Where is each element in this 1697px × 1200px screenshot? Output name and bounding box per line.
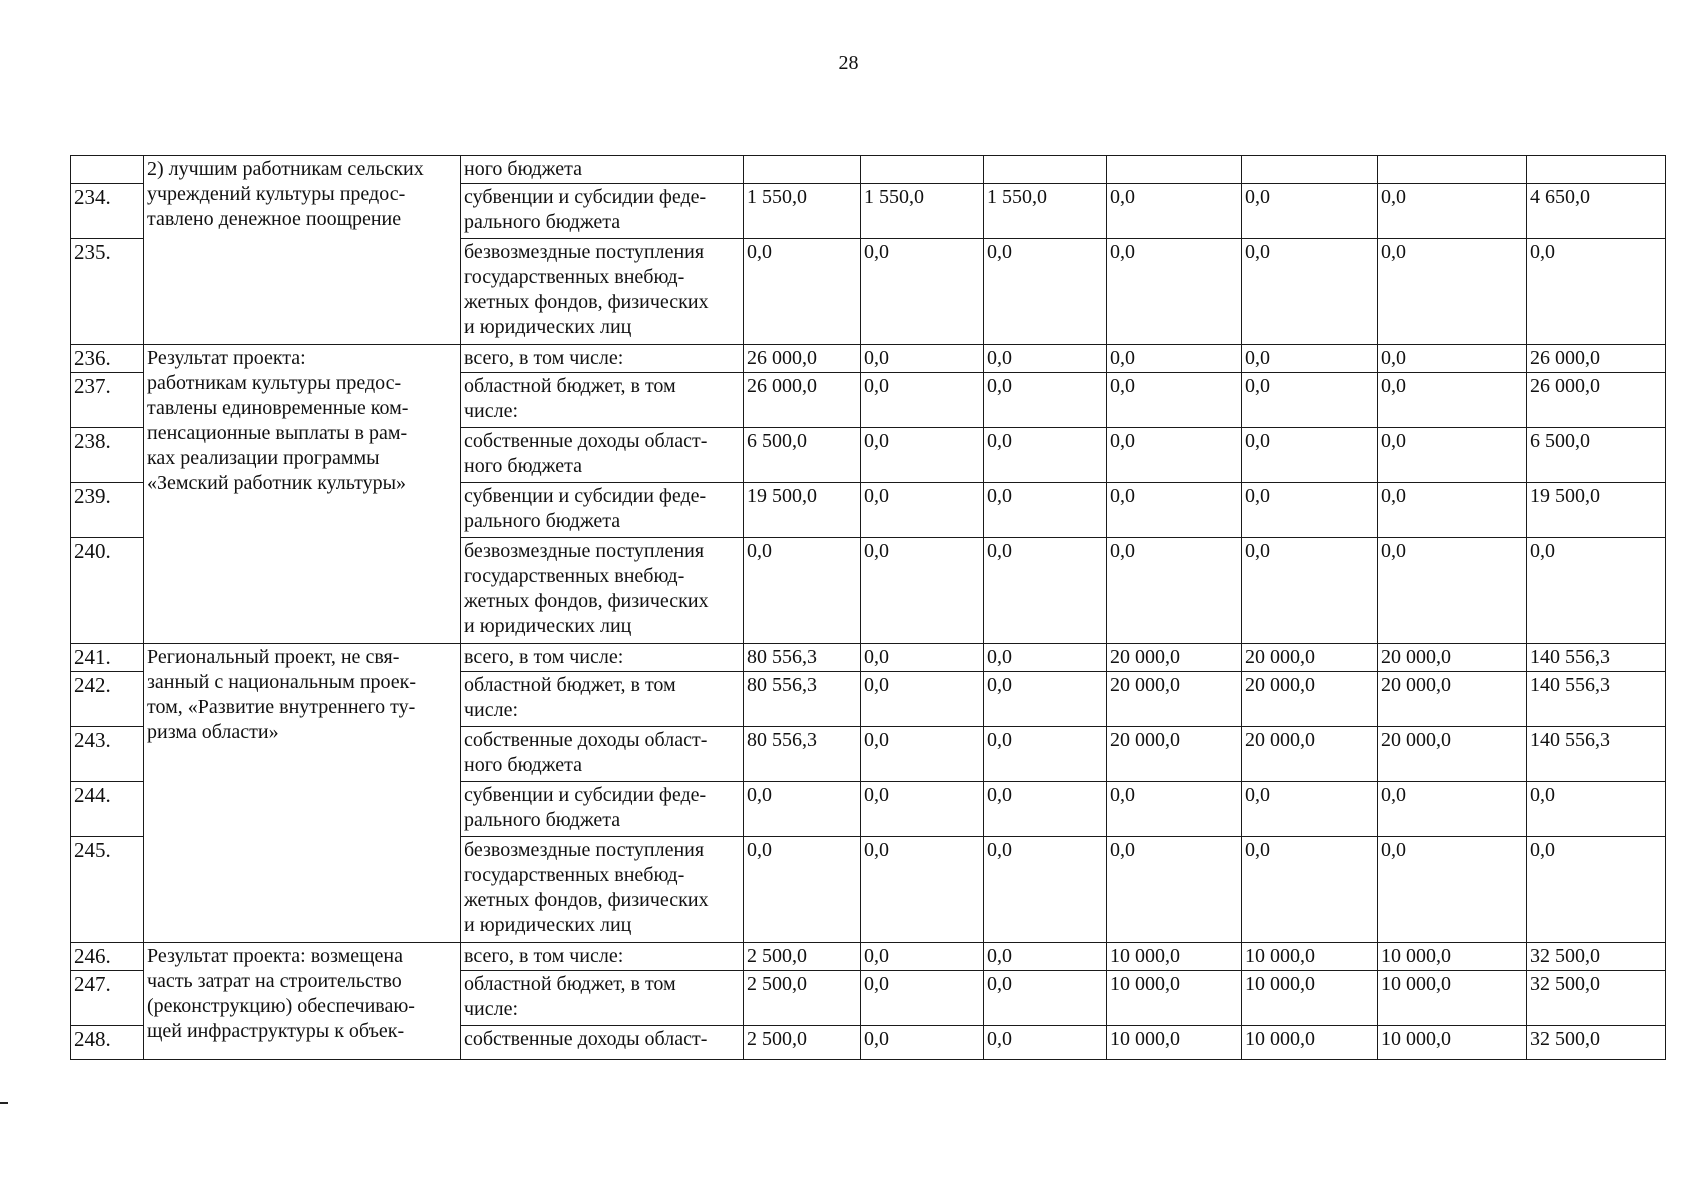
funding-source-cell: субвенции и субсидии феде- рального бюджета bbox=[461, 184, 744, 239]
amount-cell: 0,0 bbox=[1378, 538, 1527, 644]
amount-cell: 0,0 bbox=[1107, 184, 1242, 239]
row-number-cell: 241. bbox=[71, 644, 144, 672]
amount-cell: 19 500,0 bbox=[744, 483, 861, 538]
amount-cell: 0,0 bbox=[1242, 538, 1378, 644]
amount-cell: 20 000,0 bbox=[1378, 672, 1527, 727]
amount-cell: 0,0 bbox=[1242, 428, 1378, 483]
amount-cell: 0,0 bbox=[1378, 373, 1527, 428]
amount-cell: 32 500,0 bbox=[1527, 943, 1666, 971]
amount-cell: 0,0 bbox=[1107, 428, 1242, 483]
funding-source-cell: безвозмездные поступления государственных внебюд- жетных фондов, физических и юридических лиц bbox=[461, 538, 744, 644]
funding-source-cell: ного бюджета bbox=[461, 156, 744, 184]
amount-cell: 20 000,0 bbox=[1242, 672, 1378, 727]
amount-cell: 0,0 bbox=[984, 672, 1107, 727]
amount-cell: 0,0 bbox=[1242, 782, 1378, 837]
amount-cell: 0,0 bbox=[1242, 239, 1378, 345]
amount-cell: 0,0 bbox=[861, 644, 984, 672]
amount-cell: 0,0 bbox=[984, 483, 1107, 538]
amount-cell: 0,0 bbox=[1378, 184, 1527, 239]
amount-cell: 0,0 bbox=[744, 239, 861, 345]
amount-cell: 0,0 bbox=[984, 727, 1107, 782]
amount-cell: 140 556,3 bbox=[1527, 727, 1666, 782]
amount-cell: 0,0 bbox=[861, 538, 984, 644]
amount-cell: 0,0 bbox=[1378, 483, 1527, 538]
row-number-cell: 247. bbox=[71, 971, 144, 1026]
table-row bbox=[71, 345, 1666, 373]
amount-cell: 10 000,0 bbox=[1242, 943, 1378, 971]
amount-cell: 0,0 bbox=[984, 644, 1107, 672]
amount-cell: 6 500,0 bbox=[744, 428, 861, 483]
budget-table bbox=[70, 155, 1666, 1060]
row-number-cell: 237. bbox=[71, 373, 144, 428]
amount-cell: 0,0 bbox=[984, 239, 1107, 345]
amount-cell: 10 000,0 bbox=[1242, 1026, 1378, 1060]
row-number-cell bbox=[71, 156, 144, 184]
amount-cell: 10 000,0 bbox=[1378, 1026, 1527, 1060]
amount-cell: 19 500,0 bbox=[1527, 483, 1666, 538]
amount-cell: 0,0 bbox=[1107, 782, 1242, 837]
amount-cell: 0,0 bbox=[861, 943, 984, 971]
amount-cell: 1 550,0 bbox=[984, 184, 1107, 239]
amount-cell: 20 000,0 bbox=[1107, 727, 1242, 782]
amount-cell: 4 650,0 bbox=[1527, 184, 1666, 239]
amount-cell: 0,0 bbox=[984, 373, 1107, 428]
amount-cell: 10 000,0 bbox=[1107, 971, 1242, 1026]
amount-cell bbox=[984, 156, 1107, 184]
amount-cell: 0,0 bbox=[1527, 837, 1666, 943]
amount-cell: 0,0 bbox=[1242, 345, 1378, 373]
amount-cell bbox=[861, 156, 984, 184]
amount-cell: 0,0 bbox=[984, 943, 1107, 971]
amount-cell: 0,0 bbox=[1527, 239, 1666, 345]
row-number-cell: 246. bbox=[71, 943, 144, 971]
amount-cell: 0,0 bbox=[1107, 483, 1242, 538]
amount-cell: 0,0 bbox=[861, 428, 984, 483]
activity-description-cell: Результат проекта: возмещена часть затрат на строительство (реконструкцию) обеспечиваю- щей инфраструктуры к объек- bbox=[144, 943, 461, 1060]
amount-cell: 0,0 bbox=[1527, 538, 1666, 644]
amount-cell: 0,0 bbox=[861, 727, 984, 782]
funding-source-cell: всего, в том числе: bbox=[461, 644, 744, 672]
amount-cell: 2 500,0 bbox=[744, 971, 861, 1026]
amount-cell: 0,0 bbox=[1378, 239, 1527, 345]
amount-cell: 2 500,0 bbox=[744, 1026, 861, 1060]
amount-cell: 10 000,0 bbox=[1242, 971, 1378, 1026]
amount-cell: 0,0 bbox=[861, 1026, 984, 1060]
row-number-cell: 243. bbox=[71, 727, 144, 782]
amount-cell: 0,0 bbox=[1107, 538, 1242, 644]
amount-cell: 6 500,0 bbox=[1527, 428, 1666, 483]
amount-cell: 0,0 bbox=[1242, 184, 1378, 239]
amount-cell: 140 556,3 bbox=[1527, 644, 1666, 672]
page-number: 28 bbox=[838, 52, 859, 74]
row-number-cell: 242. bbox=[71, 672, 144, 727]
amount-cell: 0,0 bbox=[1378, 428, 1527, 483]
funding-source-cell: областной бюджет, в том числе: bbox=[461, 373, 744, 428]
amount-cell bbox=[1107, 156, 1242, 184]
amount-cell: 0,0 bbox=[861, 782, 984, 837]
funding-source-cell: субвенции и субсидии феде- рального бюджета bbox=[461, 483, 744, 538]
activity-description-cell: Результат проекта: работникам культуры предос- тавлены единовременные ком- пенсационные выплаты в рам- ках реализации программы «Земский работник культуры» bbox=[144, 345, 461, 644]
amount-cell: 0,0 bbox=[1107, 239, 1242, 345]
amount-cell: 0,0 bbox=[1107, 837, 1242, 943]
amount-cell: 0,0 bbox=[744, 837, 861, 943]
amount-cell: 0,0 bbox=[984, 345, 1107, 373]
amount-cell: 0,0 bbox=[744, 538, 861, 644]
amount-cell: 0,0 bbox=[1527, 782, 1666, 837]
amount-cell: 0,0 bbox=[1242, 837, 1378, 943]
row-number-cell: 248. bbox=[71, 1026, 144, 1060]
amount-cell: 0,0 bbox=[861, 837, 984, 943]
amount-cell: 20 000,0 bbox=[1242, 644, 1378, 672]
amount-cell: 10 000,0 bbox=[1107, 943, 1242, 971]
amount-cell: 0,0 bbox=[1242, 483, 1378, 538]
activity-description-cell: 2) лучшим работникам сельских учреждений культуры предос- тавлено денежное поощрение bbox=[144, 156, 461, 345]
amount-cell: 0,0 bbox=[1242, 373, 1378, 428]
amount-cell: 0,0 bbox=[1107, 373, 1242, 428]
amount-cell: 1 550,0 bbox=[861, 184, 984, 239]
amount-cell: 10 000,0 bbox=[1378, 971, 1527, 1026]
table-row bbox=[71, 943, 1666, 971]
amount-cell bbox=[1527, 156, 1666, 184]
amount-cell: 20 000,0 bbox=[1378, 727, 1527, 782]
amount-cell: 20 000,0 bbox=[1378, 644, 1527, 672]
amount-cell: 20 000,0 bbox=[1107, 672, 1242, 727]
amount-cell: 80 556,3 bbox=[744, 727, 861, 782]
funding-source-cell: собственные доходы област- ного бюджета bbox=[461, 727, 744, 782]
row-number-cell: 236. bbox=[71, 345, 144, 373]
amount-cell: 0,0 bbox=[861, 345, 984, 373]
amount-cell: 0,0 bbox=[1378, 345, 1527, 373]
row-number-cell: 235. bbox=[71, 239, 144, 345]
amount-cell: 140 556,3 bbox=[1527, 672, 1666, 727]
amount-cell: 0,0 bbox=[861, 239, 984, 345]
amount-cell: 26 000,0 bbox=[744, 373, 861, 428]
amount-cell: 20 000,0 bbox=[1242, 727, 1378, 782]
funding-source-cell: областной бюджет, в том числе: bbox=[461, 971, 744, 1026]
amount-cell bbox=[744, 156, 861, 184]
amount-cell: 1 550,0 bbox=[744, 184, 861, 239]
amount-cell: 80 556,3 bbox=[744, 672, 861, 727]
amount-cell: 0,0 bbox=[1378, 782, 1527, 837]
row-number-cell: 238. bbox=[71, 428, 144, 483]
row-number-cell: 244. bbox=[71, 782, 144, 837]
row-number-cell: 245. bbox=[71, 837, 144, 943]
amount-cell: 0,0 bbox=[861, 373, 984, 428]
amount-cell: 10 000,0 bbox=[1107, 1026, 1242, 1060]
funding-source-cell: субвенции и субсидии феде- рального бюджета bbox=[461, 782, 744, 837]
amount-cell: 0,0 bbox=[861, 971, 984, 1026]
row-number-cell: 240. bbox=[71, 538, 144, 644]
amount-cell: 10 000,0 bbox=[1378, 943, 1527, 971]
amount-cell: 26 000,0 bbox=[744, 345, 861, 373]
row-number-cell: 239. bbox=[71, 483, 144, 538]
amount-cell: 26 000,0 bbox=[1527, 373, 1666, 428]
funding-source-cell: собственные доходы област- ного бюджета bbox=[461, 428, 744, 483]
amount-cell: 2 500,0 bbox=[744, 943, 861, 971]
amount-cell: 0,0 bbox=[1378, 837, 1527, 943]
amount-cell: 0,0 bbox=[744, 782, 861, 837]
amount-cell bbox=[1242, 156, 1378, 184]
funding-source-cell: безвозмездные поступления государственных внебюд- жетных фондов, физических и юридических лиц bbox=[461, 837, 744, 943]
amount-cell bbox=[1378, 156, 1527, 184]
amount-cell: 0,0 bbox=[984, 428, 1107, 483]
amount-cell: 0,0 bbox=[984, 837, 1107, 943]
funding-source-cell: всего, в том числе: bbox=[461, 345, 744, 373]
row-number-cell: 234. bbox=[71, 184, 144, 239]
amount-cell: 20 000,0 bbox=[1107, 644, 1242, 672]
amount-cell: 32 500,0 bbox=[1527, 971, 1666, 1026]
funding-source-cell: всего, в том числе: bbox=[461, 943, 744, 971]
margin-mark bbox=[0, 1102, 8, 1104]
funding-source-cell: собственные доходы област- bbox=[461, 1026, 744, 1060]
table-row bbox=[71, 156, 1666, 184]
amount-cell: 0,0 bbox=[984, 971, 1107, 1026]
activity-description-cell: Региональный проект, не свя- занный с национальным проек- том, «Развитие внутреннего ту- ризма области» bbox=[144, 644, 461, 943]
amount-cell: 0,0 bbox=[984, 782, 1107, 837]
amount-cell: 32 500,0 bbox=[1527, 1026, 1666, 1060]
amount-cell: 80 556,3 bbox=[744, 644, 861, 672]
amount-cell: 0,0 bbox=[1107, 345, 1242, 373]
funding-source-cell: областной бюджет, в том числе: bbox=[461, 672, 744, 727]
amount-cell: 26 000,0 bbox=[1527, 345, 1666, 373]
funding-source-cell: безвозмездные поступления государственных внебюд- жетных фондов, физических и юридических лиц bbox=[461, 239, 744, 345]
amount-cell: 0,0 bbox=[861, 483, 984, 538]
amount-cell: 0,0 bbox=[984, 1026, 1107, 1060]
amount-cell: 0,0 bbox=[861, 672, 984, 727]
amount-cell: 0,0 bbox=[984, 538, 1107, 644]
table-row bbox=[71, 644, 1666, 672]
